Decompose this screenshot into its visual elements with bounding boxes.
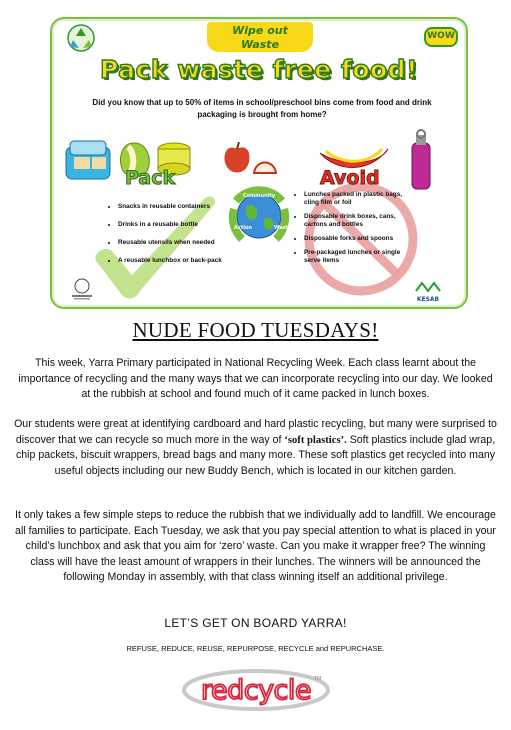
poster-question: Did you know that up to 50% of items in school/preschool bins come from food and drink packaging is brought from home?: [92, 98, 432, 119]
soft-plastics-emphasis: ‘soft plastics’.: [284, 434, 347, 446]
slogan: REFUSE, REDUCE, REUSE, REPURPOSE, RECYCLE and REPURCHASE.: [126, 644, 385, 653]
call-to-action: LET’S GET ON BOARD YARRA!: [164, 616, 347, 630]
paragraph-text: Soft plastics include glad wrap, chip packets, biscuit wrappers, bread bags and many more. These soft plastics get recycled into many useful objects including our new Buddy Bench, which is located in our kitchen garden.: [15, 433, 496, 477]
svg-text:TM: TM: [314, 676, 322, 682]
svg-text:Waste: Waste: [240, 38, 280, 51]
list-item: • Snacks in reusable containers: [118, 203, 228, 211]
paragraph-intro: This week, Yarra Primary participated in National Recycling Week. Each class learnt about the importance of recycling and the many ways that we can incorporate recycling into our day. We looked at the rubbish at school and found much of it came packed in lunch boxes.: [18, 357, 493, 401]
pack-heading: Pack: [125, 167, 176, 189]
wow-badge: WOW: [424, 27, 458, 47]
list-item: • Disposable forks and spoons: [304, 235, 412, 243]
globe-label: Community: [242, 193, 276, 199]
community-action-waste-globe-icon: [224, 179, 294, 249]
wipe-out-waste-banner: [207, 22, 313, 52]
svg-text:KESAB: KESAB: [416, 296, 440, 303]
article-title: NUDE FOOD TUESDAYS!: [132, 318, 379, 342]
redcycle-logo: [178, 667, 335, 713]
svg-text:Wipe out: Wipe out: [232, 24, 288, 37]
avoid-list: [292, 191, 412, 271]
list-item: • Pre-packaged lunches or single serve items: [304, 249, 412, 265]
list-item: • Drinks in a reusable bottle: [118, 221, 228, 229]
lunchbox-icon: [64, 137, 112, 183]
recycle-icon: [66, 23, 96, 53]
apple-icon: [222, 141, 252, 175]
wipe-out-waste-poster: [50, 17, 468, 309]
paragraph-soft-plastics: [14, 417, 497, 479]
globe-label: Waste: [274, 225, 292, 231]
globe-label: Action: [234, 225, 252, 231]
list-item: • Disposable drink boxes, cans, cartons and bottles: [304, 213, 412, 229]
pack-list: [106, 203, 228, 275]
apple-slice-icon: [252, 153, 278, 177]
list-item: • Reusable utensils when needed: [118, 239, 228, 247]
government-crest-icon: [68, 277, 96, 301]
poster-title: Pack waste free food!: [100, 55, 418, 84]
svg-text:redcycle: redcycle: [200, 675, 312, 706]
paragraph-text: Our students were great at identifying cardboard and hard plastic recycling, but many were surprised to discover that we can recycle so much more in the way of: [14, 418, 497, 446]
list-item: • Lunches packed in plastic bags, cling film or foil: [304, 191, 412, 207]
paragraph-challenge: It only takes a few simple steps to reduce the rubbish that we individually add to landfill. We encourage all families to participate. Each Tuesday, we ask that you pay special attention to what is placed in your child’s lunchbox and ask that you aim for ‘zero’ waste. Can you make it wrapper free? The winning class will have the least amount of wrappers in their lunches. The winners will be announced the following Monday in assembly, with that class winning itself an additional privilege.: [15, 509, 496, 584]
avoid-heading: Avoid: [320, 167, 380, 189]
kesab-logo: [410, 281, 446, 303]
list-item: • A reusable lunchbox or back-pack: [118, 257, 228, 265]
